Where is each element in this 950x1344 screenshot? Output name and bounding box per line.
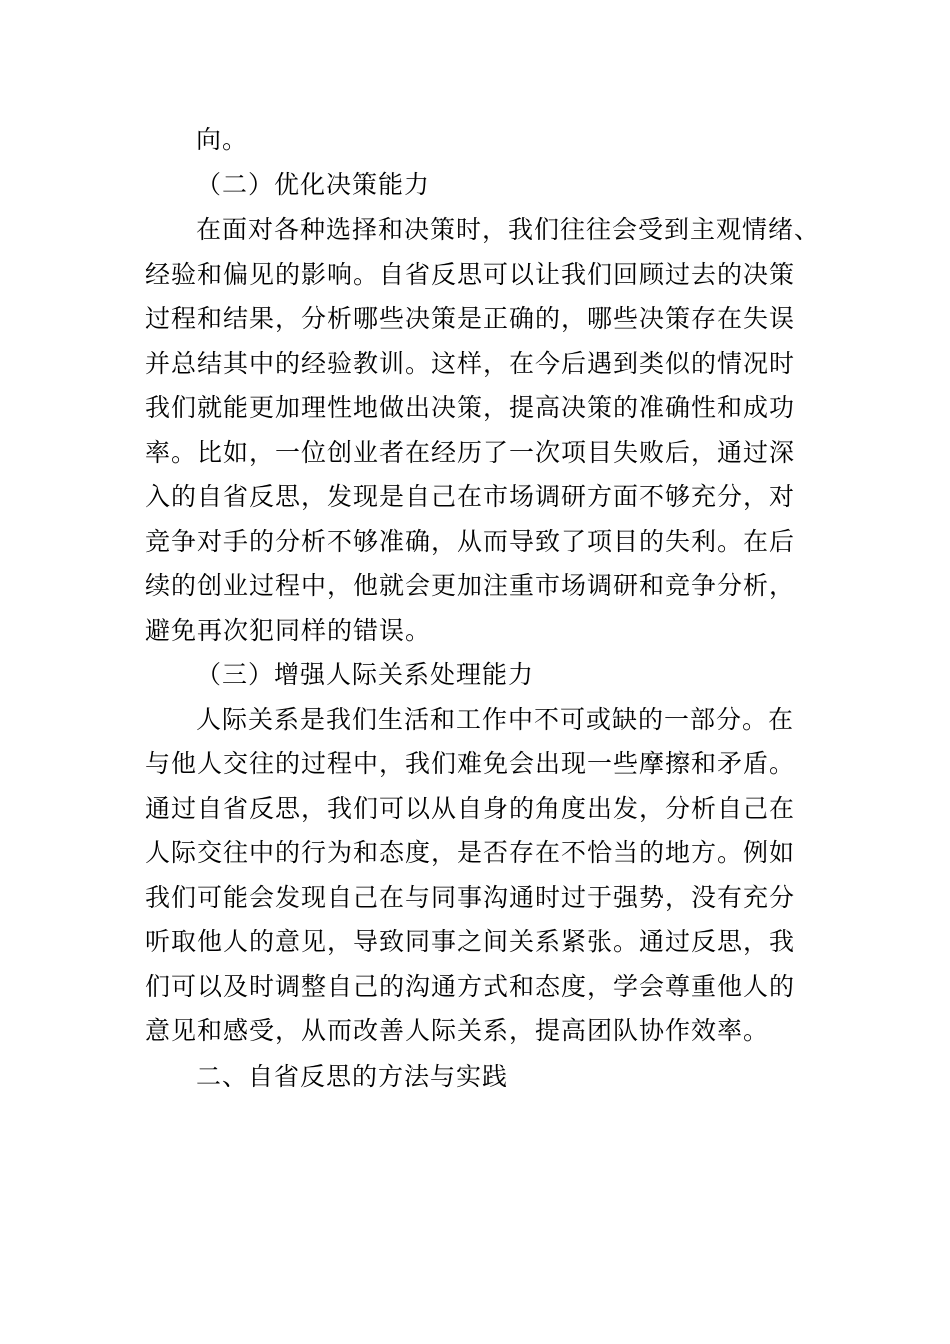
text-line-7: 我们就能更加理性地做出决策，提高决策的准确性和成功: [145, 393, 796, 422]
text-line-20: 们可以及时调整自己的沟通方式和态度，学会尊重他人的: [145, 972, 796, 1001]
text-line-16: 通过自省反思，我们可以从自身的角度出发，分析自己在: [145, 794, 796, 823]
text-line-21: 意见和感受，从而改善人际关系，提高团队协作效率。: [145, 1016, 770, 1045]
text-line-18: 我们可能会发现自己在与同事沟通时过于强势，没有充分: [145, 883, 796, 912]
text-line-5: 过程和结果，分析哪些决策是正确的，哪些决策存在失误: [145, 304, 796, 333]
text-line-17: 人际交往中的行为和态度，是否存在不恰当的地方。例如: [145, 838, 796, 867]
text-line-10: 竞争对手的分析不够准确，从而导致了项目的失利。在后: [145, 527, 796, 556]
chapter-heading-2: 二、自省反思的方法与实践: [196, 1062, 509, 1091]
text-line-6: 并总结其中的经验教训。这样，在今后遇到类似的情况时: [145, 349, 796, 378]
text-line-15: 与他人交往的过程中，我们难免会出现一些摩擦和矛盾。: [145, 749, 796, 778]
text-line-14: 人际关系是我们生活和工作中不可或缺的一部分。在: [196, 705, 795, 734]
text-line-4: 经验和偏见的影响。自省反思可以让我们回顾过去的决策: [145, 260, 796, 289]
text-line-8: 率。比如，一位创业者在经历了一次项目失败后，通过深: [145, 438, 796, 467]
section-heading-3: （三）增强人际关系处理能力: [196, 660, 535, 689]
section-heading-2: （二）优化决策能力: [196, 170, 431, 199]
text-line-11: 续的创业过程中，他就会更加注重市场调研和竞争分析，: [145, 571, 796, 600]
text-line-1: 向。: [196, 125, 249, 154]
text-line-9: 入的自省反思，发现是自己在市场调研方面不够充分，对: [145, 482, 796, 511]
text-line-12: 避免再次犯同样的错误。: [145, 616, 432, 645]
text-line-19: 听取他人的意见，导致同事之间关系紧张。通过反思，我: [145, 927, 796, 956]
text-line-3: 在面对各种选择和决策时，我们往往会受到主观情绪、: [196, 215, 821, 244]
